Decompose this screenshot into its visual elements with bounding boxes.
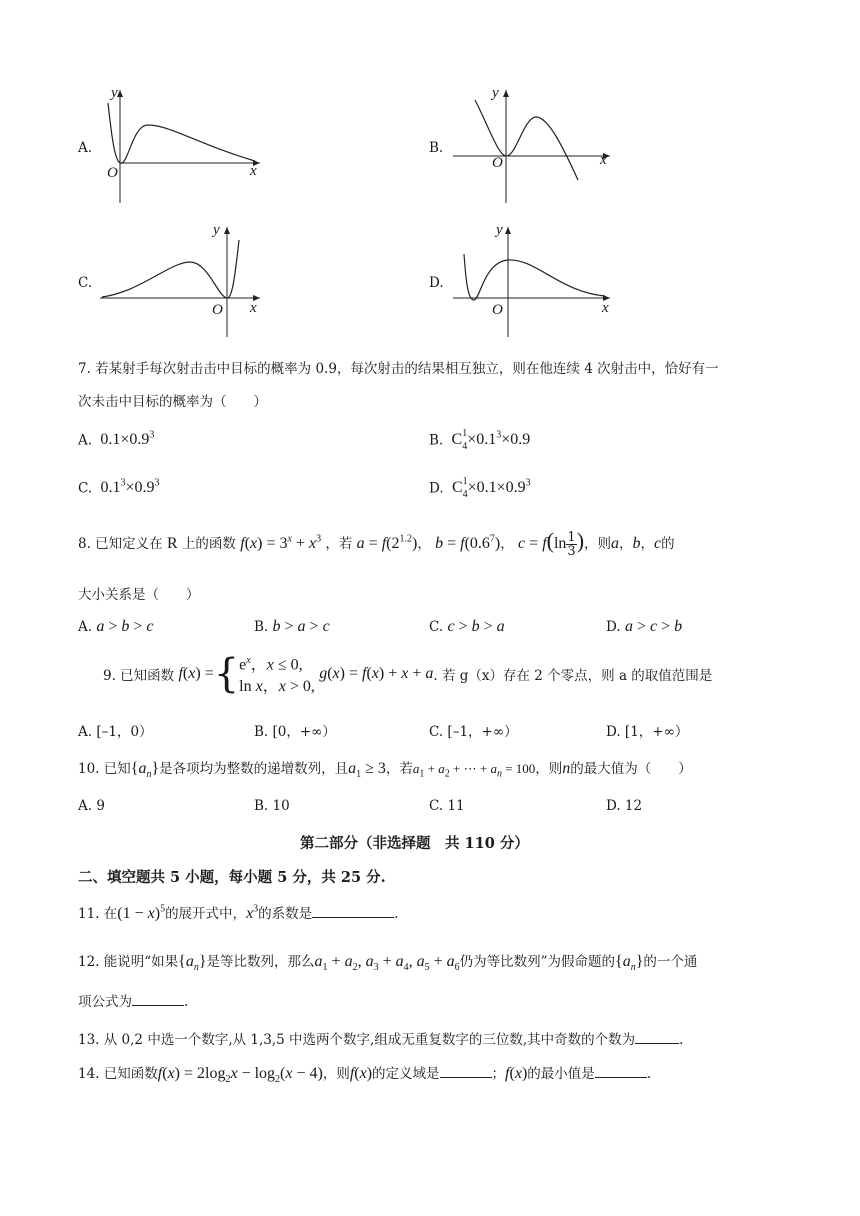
- graph-b: [450, 85, 620, 209]
- q9-option-b: B. [0，+∞）: [254, 724, 336, 740]
- q9-option-c: C. [–1，+∞）: [429, 724, 518, 740]
- option-a-label: A.: [78, 140, 93, 156]
- option-c-label: C.: [78, 275, 93, 291]
- q10-option-b: B. 10: [254, 798, 290, 814]
- q8-line1: 8. 已知定义在 R 上的函数 $f(x) = 3^x + x^3$ ，若 $a = f(2^{1.2})$， $b = f(0.6^7)$， c = f(ln $\frac{1}{3}$ )，则a，b，c的: [78, 528, 675, 559]
- graph-a: [100, 85, 270, 209]
- q8-line2: 大小关系是（ ）: [78, 587, 200, 603]
- q10-option-a: A. 9: [78, 798, 105, 814]
- graph-d-y-label: y: [496, 222, 503, 238]
- graph-d: [450, 222, 620, 346]
- q10-option-d: D. 12: [606, 798, 643, 814]
- q10-line: 10. 已知$\{a_n\}$是各项均为整数的递增数列，且$a_1 \ge 3$，若$a_1 + a_2$ + ⋯ + $a_n = 100$，则n的最大值为（ ）: [78, 760, 692, 781]
- q8-option-b: B. b > a > c: [254, 618, 330, 635]
- q14-line: 14. 已知函数$f(x) = 2\log_2x - \log_2(x - 4)$，则f(x)的定义域是 ；f(x)的最小值是 .: [78, 1065, 652, 1086]
- q8-option-c: C. c > b > a: [429, 618, 505, 635]
- q11-line: 11. 在$(1 - x)^5$的展开式中，$x^3$的系数是 .: [78, 903, 399, 922]
- q7-option-d: D. $C^1_4\times 0.1\times 0.9^3$: [429, 476, 531, 500]
- q12-line2: 项公式为 .: [78, 994, 189, 1010]
- q8-option-d: D. a > c > b: [606, 618, 683, 635]
- graph-d-x-label: x: [602, 300, 609, 316]
- q8-option-a: A. a > b > c: [78, 618, 154, 635]
- section2-heading: 二、填空题共 5 小题，每小题 5 分，共 25 分.: [78, 869, 386, 886]
- graph-b-origin: O: [492, 155, 503, 171]
- graph-a-x-label: x: [250, 163, 257, 179]
- q12-line1: 12. 能说明“如果$\{a_n\}$是等比数列，那么$a_1 + a_2$, $a_3 + a_4$, $a_5 + a_6$仍为等比数列”为假命题的$\{a_n\}$的一个通: [78, 953, 698, 974]
- q10-option-c: C. 11: [429, 798, 465, 814]
- q9-option-a: A. [–1，0）: [78, 724, 153, 740]
- graph-c: [100, 222, 270, 346]
- q7-option-c: C. $0.1^3\times 0.9^3$: [78, 478, 160, 497]
- q7-line2: 次未击中目标的概率为（ ）: [78, 394, 267, 410]
- q7-option-a: A. $0.1\times 0.9^3$: [78, 430, 155, 449]
- graph-c-x-label: x: [250, 300, 257, 316]
- graph-c-origin: O: [212, 302, 223, 318]
- graph-a-y-label: y: [111, 85, 118, 101]
- graph-d-origin: O: [492, 302, 503, 318]
- section2-title: 第二部分（非选择题 共 110 分）: [300, 835, 529, 852]
- graph-a-origin: O: [107, 165, 118, 181]
- q7-line1: 7. 若某射手每次射击击中目标的概率为 0.9，每次射击的结果相互独立，则在他连续 4 次射击中，恰好有一: [78, 361, 719, 377]
- graph-c-y-label: y: [213, 222, 220, 238]
- q7-option-b: B. $C^1_4\times 0.1^3\times 0.9$: [429, 428, 531, 452]
- q9-option-d: D. [1，+∞）: [606, 724, 689, 740]
- graph-b-x-label: x: [600, 152, 607, 168]
- option-b-label: B.: [429, 140, 444, 156]
- q9-line: 9. 已知函数 f(x) ={ $e^x$，x ≤ 0, ln x，x > 0, g(x) = f(x) + x + a. 若 g（x）存在 2 个零点，则 a 的取值范围是: [103, 651, 713, 698]
- q13-line: 13. 从 0,2 中选一个数字,从 1,3,5 中选两个数字,组成无重复数字的三位数,其中奇数的个数为 .: [78, 1032, 684, 1048]
- graph-b-y-label: y: [492, 85, 499, 101]
- option-d-label: D.: [429, 275, 444, 291]
